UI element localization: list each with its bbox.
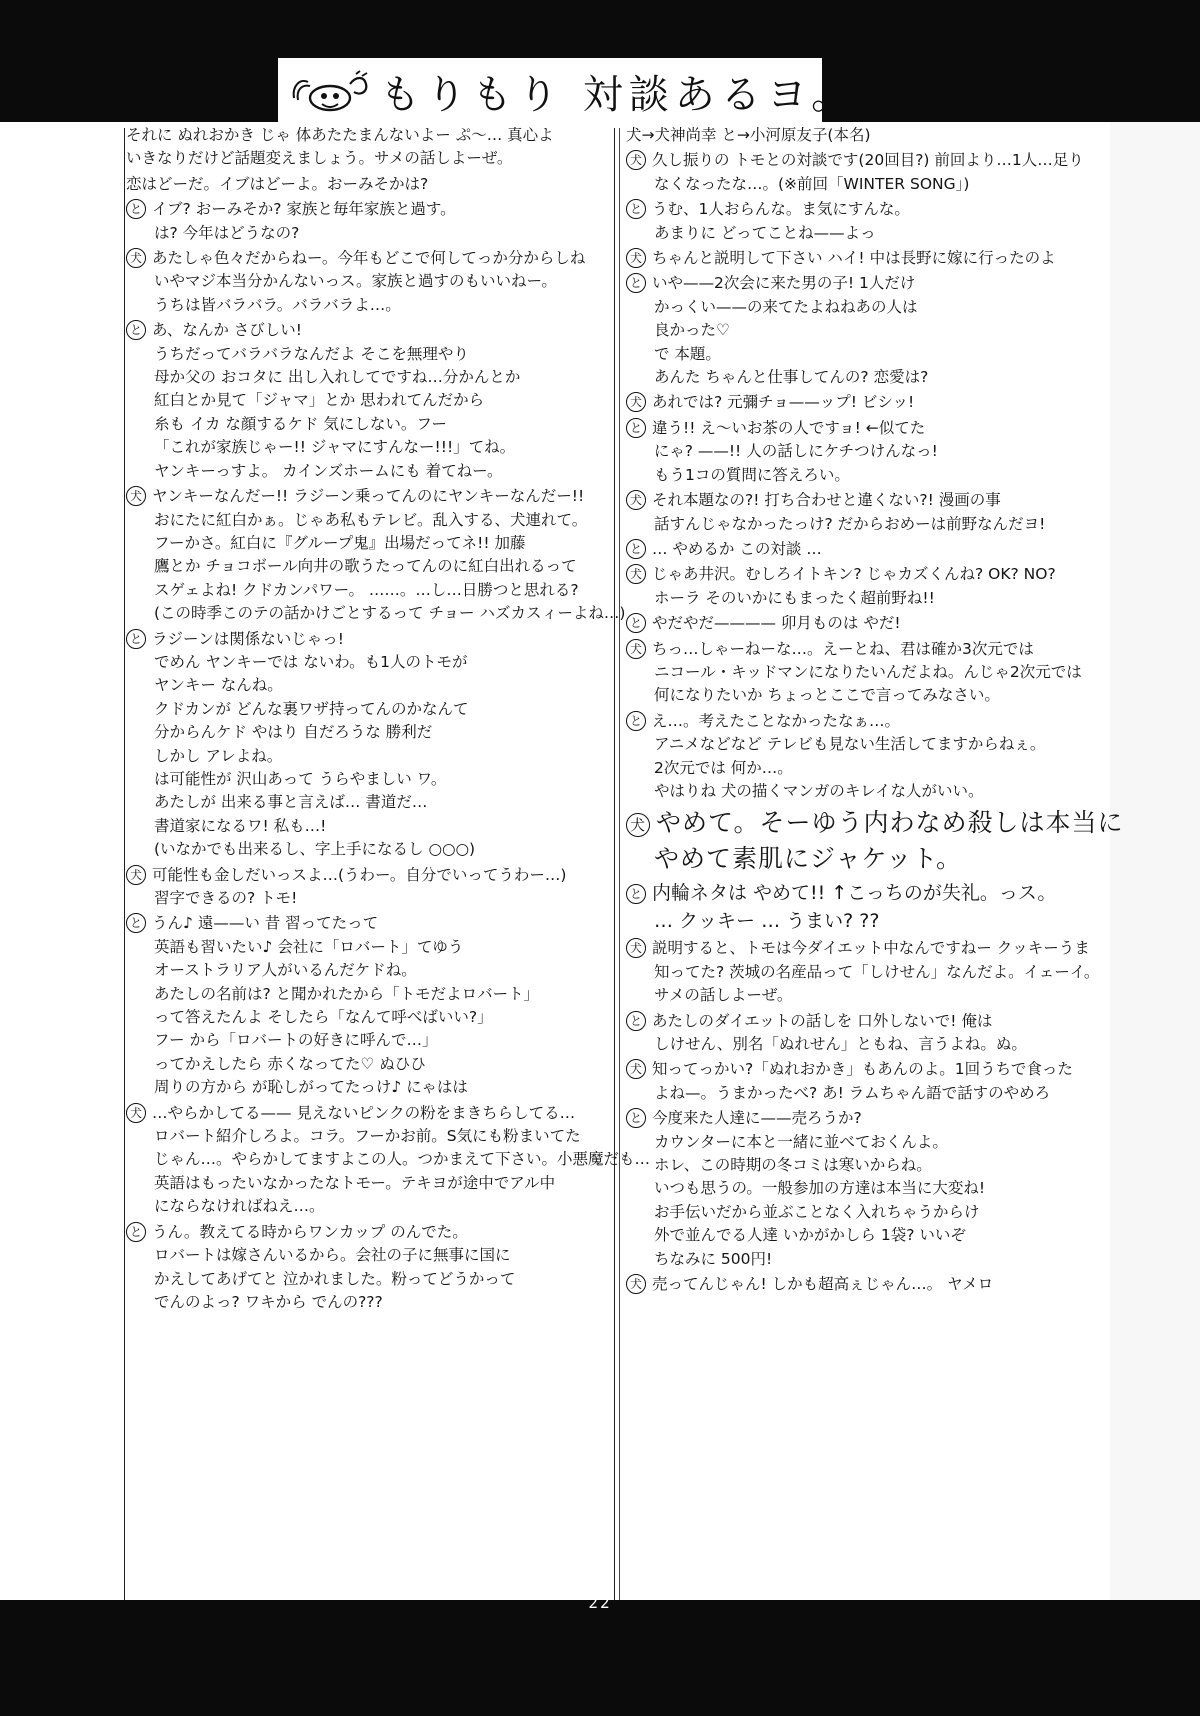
dialogue-line — [126, 936, 614, 959]
dialogue-text: でんのよっ? ワキから でんの??? — [154, 1292, 383, 1311]
dialogue-line — [626, 173, 1106, 196]
dialogue-line — [126, 864, 614, 887]
dialogue-text: 内輪ネタは やめて!! ↑こっちのが失礼。っス。 — [652, 882, 1057, 905]
dialogue-line — [126, 247, 614, 270]
dialogue-text: スゲェよね! クドカンパワー。 ……。…し…日勝つと思れる? — [154, 580, 579, 599]
speaker-mark: と — [126, 629, 146, 649]
dialogue-text: うちだってバラバラなんだよ そこを無理やり — [154, 344, 469, 363]
dialogue-text: え…。考えたことなかったなぁ…。 — [652, 711, 901, 730]
dialogue-line — [126, 745, 614, 768]
speaker-mark: 犬 — [126, 865, 146, 885]
dialogue-line — [626, 1248, 1106, 1271]
dialogue-block — [126, 912, 614, 1099]
dialogue-line — [626, 1154, 1106, 1177]
dialogue-block — [626, 417, 1106, 487]
dialogue-line — [626, 937, 1106, 960]
speaker-mark: 犬 — [626, 1059, 646, 1079]
dialogue-text: 話すんじゃなかったっけ? だからおめーは前野なんだヨ! — [654, 514, 1046, 533]
speaker-mark: 犬 — [626, 1274, 646, 1294]
dialogue-line — [126, 602, 626, 625]
dialogue-line — [126, 1268, 614, 1291]
dialogue-text: オーストラリア人がいるんだケドね。 — [154, 961, 417, 980]
dialogue-line — [126, 460, 614, 483]
page-edge-shadow — [1110, 122, 1200, 1602]
dialogue-block — [126, 1221, 614, 1315]
dialogue-line — [126, 1244, 614, 1267]
dialogue-text: 何になりたいか ちょっとここで言ってみなさい。 — [654, 686, 1000, 705]
dialogue-line — [626, 1201, 1106, 1224]
dialogue-line — [626, 198, 1106, 221]
dialogue-line — [126, 509, 614, 532]
dialogue-text: 分からんケド やはり 自だろうな 勝利だ — [154, 723, 433, 742]
dialogue-line — [626, 661, 1106, 684]
dialogue-line — [626, 319, 1106, 342]
dialogue-line — [126, 343, 614, 366]
dialogue-text: 恋はどーだ。イブはどーよ。おーみそかは? — [126, 174, 429, 193]
dialogue-line — [626, 710, 1106, 733]
dialogue-block — [626, 710, 1106, 804]
page-number: 22 — [588, 1593, 612, 1612]
dialogue-text: 習字できるの? トモ! — [154, 889, 298, 907]
dialogue-text: しけせん、別名「ぬれせん」ともね、言うよね。ぬ。 — [654, 1035, 1027, 1053]
dialogue-block — [626, 1058, 1106, 1105]
dialogue-line — [626, 1273, 1106, 1296]
dialogue-line — [126, 579, 614, 602]
dialogue-text: やはりね 犬の描くマンガのキレイな人がいい。 — [654, 781, 984, 800]
dialogue-text: 知ってっかい?「ぬれおかき」もあんのよ。1回うちで食った — [652, 1060, 1073, 1079]
dialogue-text: アニメなどなど テレビも見ない生活してますからねぇ。 — [654, 735, 1046, 754]
speaker-mark: と — [626, 418, 646, 438]
dialogue-line — [126, 838, 614, 861]
dialogue-line — [126, 815, 614, 838]
dialogue-line — [126, 628, 614, 651]
dialogue-line — [126, 532, 614, 555]
page-title: もりもり 対談あるヨ。 — [380, 72, 858, 118]
dialogue-block — [626, 247, 1106, 270]
dialogue-text: …やらかしてる—— 見えないピンクの粉をまきちらしてる… — [152, 1103, 576, 1122]
speaker-mark: 犬 — [626, 813, 650, 837]
dialogue-line — [626, 1082, 1106, 1105]
dialogue-line — [126, 124, 614, 147]
dialogue-text: イブ? おーみそか? 家族と毎年家族と過す。 — [152, 200, 456, 219]
dialogue-line — [626, 272, 1106, 295]
dialogue-line — [126, 555, 614, 578]
speaker-mark: 犬 — [626, 564, 646, 584]
dialogue-line — [626, 366, 1106, 389]
dialogue-text: じゃん…。やらかしてますよこの人。つかまえて下さい。小悪魔だも… — [154, 1150, 651, 1169]
right-dialogue-column — [626, 124, 1124, 1298]
dialogue-line — [126, 1221, 614, 1244]
dialogue-text: は可能性が 沢山あって うらやましい ワ。 — [154, 769, 447, 788]
dialogue-text: じゃあ井沢。むしろイトキン? じゃカズくんね? OK? NO? — [652, 565, 1056, 584]
dialogue-line — [626, 984, 1106, 1007]
dialogue-line — [126, 674, 614, 697]
dialogue-text: あたしが 出来る事と言えば… 書道だ… — [154, 793, 428, 812]
dialogue-block — [126, 319, 614, 483]
dialogue-text: それ本題なの?! 打ち合わせと違くない?! 漫画の事 — [652, 491, 1001, 510]
dialogue-block — [126, 485, 626, 625]
dialogue-text: しかし アレよね。 — [154, 746, 283, 765]
dialogue-text: 鷹とか チョコボール向井の歌うたってんのに紅白出れるって — [154, 557, 577, 576]
dialogue-block — [626, 1010, 1106, 1057]
dialogue-line — [626, 1224, 1106, 1247]
dialogue-line — [626, 841, 1106, 877]
dialogue-text: 周りの方から が恥しがってたっけ♪ にゃはは — [154, 1078, 468, 1097]
speaker-mark: と — [626, 613, 646, 633]
dialogue-line — [626, 879, 1106, 907]
dialogue-text: うん♪ 遠——い 昔 習ってたって — [152, 914, 379, 933]
dialogue-text: ロバート紹介しろよ。コラ。フーかお前。S気にも粉まいてた — [154, 1127, 581, 1146]
dialogue-text: 犬→犬神尚幸 と→小河原友子(本名) — [626, 126, 871, 144]
speaker-mark: と — [626, 1011, 646, 1031]
dialogue-line — [126, 413, 614, 436]
dialogue-line — [626, 391, 1106, 414]
dialogue-text: ちゃんと説明して下さい ハイ! 中は長野に嫁に行ったのよ — [652, 249, 1056, 268]
dialogue-text: ホレ、この時期の冬コミは寒いからね。 — [654, 1156, 932, 1175]
dialogue-line — [126, 1006, 614, 1029]
dialogue-line — [626, 343, 1106, 366]
dialogue-text: ホーラ そのいかにもまったく超前野ね!! — [654, 588, 935, 607]
dialogue-text: 英語も習いたい♪ 会社に「ロバート」てゆう — [154, 937, 464, 956]
dialogue-line — [126, 698, 614, 721]
dialogue-line — [626, 587, 1106, 610]
dialogue-line — [626, 1131, 1106, 1154]
dialogue-text: 良かった♡ — [654, 321, 730, 340]
dialogue-text: 外で並んでる人達 いかがかしら 1袋? いいぞ — [654, 1226, 966, 1245]
dialogue-text: あ、なんか さびしい! — [152, 321, 303, 340]
dialogue-text: って答えたんよ そしたら「なんて呼べばいい?」 — [154, 1008, 493, 1027]
dialogue-line — [126, 721, 614, 744]
character-doodle-icon — [290, 70, 372, 116]
speaker-mark: と — [626, 199, 646, 219]
dialogue-line — [126, 147, 614, 170]
dialogue-line — [126, 485, 614, 508]
dialogue-line — [126, 173, 614, 196]
dialogue-block — [626, 124, 1106, 147]
dialogue-text: あまりに どってことね——よっ — [654, 223, 876, 242]
dialogue-line — [126, 768, 614, 791]
dialogue-text: は? 今年はどうなの? — [154, 223, 300, 242]
dialogue-line — [626, 1058, 1106, 1081]
dialogue-line — [626, 296, 1106, 319]
dialogue-line — [126, 389, 614, 412]
dialogue-line — [626, 513, 1106, 536]
dialogue-block — [626, 937, 1106, 1007]
dialogue-line — [626, 612, 1106, 635]
dialogue-block — [626, 638, 1106, 708]
dialogue-text: やめて。そーゆう内わなめ殺しは本当に — [656, 808, 1124, 838]
speaker-mark: 犬 — [126, 248, 146, 268]
dialogue-text: サメの話しよーぜ。 — [654, 986, 793, 1005]
dialogue-line — [626, 805, 1124, 841]
dialogue-block — [126, 864, 614, 911]
dialogue-text: … クッキー … うまい? ?? — [654, 910, 880, 933]
left-margin-rule — [124, 128, 125, 1600]
dialogue-text: うちは皆バラバラ。バラバラよ…。 — [154, 295, 401, 314]
dialogue-line — [126, 294, 614, 317]
dialogue-text: 「これが家族じゃー!! ジャマにすんなー!!!」てね。 — [154, 438, 516, 457]
dialogue-line — [126, 198, 614, 221]
speaker-mark: と — [626, 711, 646, 731]
dialogue-block — [126, 247, 614, 317]
dialogue-line — [126, 366, 614, 389]
dialogue-text: 説明すると、トモは今ダイエット中なんですねー クッキーうま — [652, 939, 1090, 958]
dialogue-text: にゃ? ——!! 人の話しにケチつけんなっ! — [654, 442, 938, 461]
dialogue-text: かえしてあげてと 泣かれました。粉ってどうかって — [154, 1269, 516, 1288]
dialogue-block — [626, 612, 1106, 635]
dialogue-text: ヤンキーなんだー!! ラジーン乗ってんのにヤンキーなんだー!! — [152, 487, 585, 506]
speaker-mark: 犬 — [126, 1103, 146, 1123]
speaker-mark: と — [626, 884, 646, 904]
dialogue-text: もう1コの質問に答えろい。 — [654, 465, 850, 484]
dialogue-line — [626, 638, 1106, 661]
dialogue-text: ちっ…しゃーねーな…。えーとね、君は確か3次元では — [652, 639, 1034, 658]
dialogue-text: あたしのダイエットの話しを 口外しないで! 俺は — [652, 1011, 993, 1030]
dialogue-text: クドカンが どんな裏ワザ持ってんのかなんて — [154, 699, 469, 718]
dialogue-line — [626, 961, 1106, 984]
dialogue-text: (この時季このテの話かけごとするって チョー ハズカスィーよね…) — [154, 604, 626, 623]
dialogue-line — [126, 270, 614, 293]
dialogue-text: ロバートは嫁さんいるから。会社の子に無事に国に — [154, 1246, 511, 1265]
dialogue-line — [626, 563, 1106, 586]
dialogue-block — [626, 805, 1124, 877]
dialogue-text: いや——2次会に来た男の子! 1人だけ — [652, 274, 916, 293]
speaker-mark: と — [126, 1222, 146, 1242]
dialogue-text: 売ってんじゃん! しかも超高ぇじゃん…。 ヤメロ — [652, 1275, 994, 1294]
dialogue-text: うん。教えてる時からワンカップ のんでた。 — [152, 1222, 468, 1241]
dialogue-line — [126, 1291, 614, 1314]
dialogue-text: ヤンキーっすよ。 カインズホームにも 着てねー。 — [154, 461, 503, 480]
dialogue-text: フーかさ。紅白に『グループ鬼』出場だってネ!! 加藤 — [154, 533, 526, 552]
bottom-black-band — [0, 1600, 1200, 1716]
dialogue-line — [126, 1102, 614, 1125]
dialogue-text: かっくい——の来てたよねねあの人は — [654, 297, 918, 316]
dialogue-text: でめん ヤンキーでは ないわ。も1人のトモが — [154, 652, 468, 671]
dialogue-line — [626, 1107, 1106, 1130]
dialogue-text: 糸も イカ な顔するケド 気にしない。フー — [154, 414, 447, 433]
dialogue-block — [626, 879, 1106, 935]
dialogue-block — [626, 391, 1106, 414]
dialogue-text: … やめるか この対談 … — [652, 539, 822, 558]
dialogue-line — [126, 983, 614, 1006]
dialogue-text: やめて素肌にジャケット。 — [654, 844, 963, 874]
dialogue-line — [126, 651, 614, 674]
dialogue-text: ヤンキー なんね。 — [154, 676, 283, 695]
speaker-mark: と — [626, 1108, 646, 1128]
dialogue-line — [626, 733, 1106, 756]
dialogue-line — [126, 222, 614, 245]
dialogue-text: あんた ちゃんと仕事してんの? 恋愛は? — [654, 368, 929, 387]
dialogue-line — [626, 149, 1106, 172]
center-rule — [614, 128, 615, 1600]
dialogue-text: ちなみに 500円! — [654, 1249, 773, 1268]
dialogue-line — [126, 1053, 614, 1076]
dialogue-text: で 本題。 — [654, 344, 721, 363]
dialogue-line — [626, 907, 1106, 935]
speaker-mark: と — [626, 273, 646, 293]
dialogue-block — [626, 149, 1106, 196]
dialogue-line — [126, 1076, 614, 1099]
dialogue-line — [626, 1177, 1106, 1200]
dialogue-block — [626, 1273, 1106, 1296]
dialogue-line — [126, 436, 614, 459]
dialogue-text: あたしゃ色々だからねー。今年もどこで何してっか分からしね — [152, 249, 586, 268]
dialogue-text: ってかえしたら 赤くなってた♡ ぬひひ — [154, 1054, 426, 1073]
dialogue-text: ニコール・キッドマンになりたいんだよね。んじゃ2次元では — [654, 662, 1082, 681]
dialogue-line — [626, 222, 1106, 245]
dialogue-line — [126, 1148, 651, 1171]
dialogue-line — [126, 912, 614, 935]
speaker-mark: 犬 — [626, 248, 646, 268]
left-dialogue-column — [126, 124, 651, 1316]
dialogue-text: おにたに紅白かぁ。じゃあ私もテレビ。乱入する、犬連れて。 — [154, 510, 588, 529]
dialogue-block — [626, 1107, 1106, 1271]
dialogue-block — [126, 198, 614, 245]
dialogue-text: あれでは? 元彌チョ——ップ! ビシッ! — [652, 393, 915, 412]
dialogue-text: うむ、1人おらんな。ま気にすんな。 — [652, 200, 910, 219]
dialogue-block — [126, 1102, 651, 1219]
dialogue-text: 書道家になるワ! 私も…! — [154, 816, 327, 835]
dialogue-text: それに ぬれおかき じゃ 体あたたまんないよー ぷ〜… 真心よ — [126, 126, 554, 144]
dialogue-text: お手伝いだから並ぶことなく入れちゃうからけ — [654, 1202, 980, 1221]
dialogue-block — [626, 538, 1106, 561]
dialogue-line — [126, 959, 614, 982]
dialogue-line — [626, 247, 1106, 270]
speaker-mark: 犬 — [626, 392, 646, 412]
speaker-mark: 犬 — [126, 486, 146, 506]
dialogue-line — [126, 1195, 614, 1218]
dialogue-block — [126, 628, 614, 862]
dialogue-line — [626, 538, 1106, 561]
dialogue-line — [626, 464, 1106, 487]
dialogue-text: にならなければねえ…。 — [154, 1197, 325, 1216]
speaker-mark: 犬 — [626, 490, 646, 510]
dialogue-text: 母か父の おコタに 出し入れしてですね…分かんとか — [154, 368, 521, 387]
dialogue-text: いつも思うの。一般参加の方達は本当に大変ね! — [654, 1179, 986, 1198]
dialogue-text: 紅白とか見て「ジャマ」とか 思われてんだから — [154, 391, 485, 410]
dialogue-line — [626, 757, 1106, 780]
dialogue-text: 知ってた? 茨城の名産品って「しけせん」なんだよ。イェーイ。 — [654, 962, 1100, 981]
speaker-mark: 犬 — [626, 938, 646, 958]
dialogue-line — [626, 1033, 1106, 1056]
dialogue-text: ラジーンは関係ないじゃっ! — [152, 629, 344, 648]
dialogue-block — [626, 198, 1106, 245]
dialogue-line — [126, 1029, 614, 1052]
dialogue-text: あたしの名前は? と聞かれたから「トモだよロバート」 — [154, 984, 540, 1003]
dialogue-text: (いなかでも出来るし、字上手になるし ○○○) — [154, 840, 476, 859]
dialogue-block — [626, 563, 1106, 610]
dialogue-line — [626, 489, 1106, 512]
speaker-mark: 犬 — [626, 150, 646, 170]
dialogue-line — [626, 124, 1106, 147]
dialogue-block — [626, 489, 1106, 536]
dialogue-text: いやマジ本当分かんないっス。家族と過すのもいいねー。 — [154, 272, 557, 291]
dialogue-line — [626, 1010, 1106, 1033]
dialogue-line — [626, 417, 1106, 440]
dialogue-block — [626, 272, 1106, 389]
dialogue-line — [626, 780, 1106, 803]
speaker-mark: 犬 — [626, 639, 646, 659]
dialogue-text: 2次元では 何か…。 — [654, 758, 793, 777]
dialogue-block — [126, 124, 614, 171]
speaker-mark: と — [626, 539, 646, 559]
dialogue-text: やだやだ———— 卯月ものは やだ! — [652, 614, 901, 633]
dialogue-line — [626, 440, 1106, 463]
dialogue-line — [126, 1172, 614, 1195]
dialogue-text: 今度来た人達に——売ろうか? — [652, 1109, 862, 1128]
dialogue-text: 久し振りの トモとの対談です(20回目?) 前回より…1人…足り — [652, 151, 1084, 170]
dialogue-line — [626, 684, 1106, 707]
dialogue-text: いきなりだけど話題変えましょう。サメの話しよーぜ。 — [126, 149, 513, 168]
speaker-mark: と — [126, 913, 146, 933]
dialogue-text: フー から「ロバートの好きに呼んで…」 — [154, 1031, 438, 1050]
dialogue-text: なくなったな…。(※前回「WINTER SONG」) — [654, 174, 970, 193]
speaker-mark: と — [126, 320, 146, 340]
dialogue-line — [126, 791, 614, 814]
dialogue-text: 可能性も金しだいっスよ…(うわー。自分でいってうわー…) — [152, 865, 567, 884]
dialogue-line — [126, 319, 614, 342]
dialogue-text: カウンターに本と一緒に並べておくんよ。 — [654, 1132, 948, 1151]
dialogue-text: 英語はもったいなかったなトモー。テキヨが途中でアル中 — [154, 1173, 556, 1192]
dialogue-block — [126, 173, 614, 196]
center-rule-inner — [619, 128, 620, 1600]
dialogue-line — [126, 887, 614, 910]
dialogue-text: よね—。うまかったべ? あ! ラムちゃん語で話すのやめろ — [654, 1083, 1051, 1102]
dialogue-text: 違う!! え～いお茶の人ですョ! ←似てた — [652, 418, 926, 437]
dialogue-line — [126, 1125, 614, 1148]
speaker-mark: と — [126, 199, 146, 219]
